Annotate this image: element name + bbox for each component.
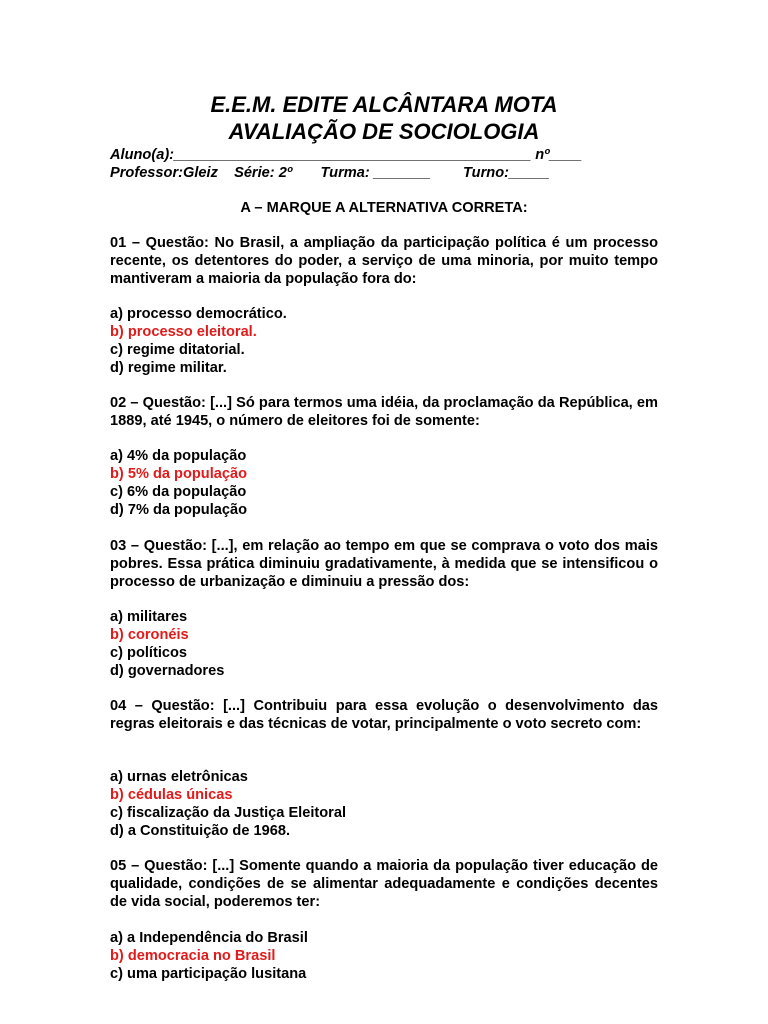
option-b-correct: b) coronéis: [110, 627, 189, 643]
option-b-correct: b) 5% da população: [110, 466, 248, 482]
option-a: a) a Independência do Brasil: [110, 930, 308, 946]
option-c: c) regime ditatorial.: [110, 342, 245, 358]
option-d: d) regime militar.: [110, 360, 227, 376]
question-05: 05 – Questão: [...] Somente quando a maioria da população tiver educação de qualidade, condições de se alimentar adequadamente e condições decentes de vida social, poderemos ter:: [110, 858, 658, 910]
options-05: [110, 929, 658, 983]
options-02: [110, 447, 658, 519]
question-04: 04 – Questão: [...] Contribuiu para essa evolução o desenvolvimento das regras eleitorais e das técnicas de votar, principalmente o voto secreto com:: [110, 698, 658, 732]
question-01: 01 – Questão: No Brasil, a ampliação da participação política é um processo recente, os detentores do poder, a serviço de uma minoria, por muito tempo mantiveram a maioria da população fora do:: [110, 235, 658, 287]
option-c: c) fiscalização da Justiça Eleitoral: [110, 805, 347, 821]
question-03: 03 – Questão: [...], em relação ao tempo em que se comprava o voto dos mais pobres. Essa prática diminuiu gradativamente, à medida que se intensificou o processo de urbanização e diminuiu a pressão dos:: [110, 538, 658, 590]
question-02: 02 – Questão: [...] Só para termos uma idéia, da proclamação da República, em 1889, até 1945, o número de eleitores foi de somente:: [110, 395, 658, 429]
option-d: d) governadores: [110, 663, 225, 679]
option-c: c) 6% da população: [110, 484, 247, 500]
option-a: a) urnas eletrônicas: [110, 769, 248, 785]
option-c: c) políticos: [110, 645, 188, 661]
option-d: d) a Constituição de 1968.: [110, 823, 291, 839]
options-01: [110, 305, 658, 377]
option-b-correct: b) processo eleitoral.: [110, 324, 257, 340]
option-a: a) processo democrático.: [110, 306, 287, 322]
options-04: [110, 768, 658, 840]
student-line: Aluno(a):____________________________________________ nº____: [110, 147, 582, 163]
option-a: a) militares: [110, 609, 188, 625]
option-b-correct: b) cédulas únicas: [110, 787, 233, 803]
option-b-correct: b) democracia no Brasil: [110, 948, 276, 964]
option-d: d) 7% da população: [110, 502, 248, 518]
exam-title: AVALIAÇÃO DE SOCIOLOGIA: [228, 119, 540, 144]
options-03: [110, 608, 658, 680]
option-c: c) uma participação lusitana: [110, 966, 307, 982]
option-a: a) 4% da população: [110, 448, 247, 464]
school-title: E.E.M. EDITE ALCÂNTARA MOTA: [210, 92, 558, 117]
section-title: A – MARQUE A ALTERNATIVA CORRETA:: [240, 200, 528, 216]
teacher-line: Professor:Gleiz Série: 2º Turma: _______ Turno:_____: [110, 165, 550, 181]
